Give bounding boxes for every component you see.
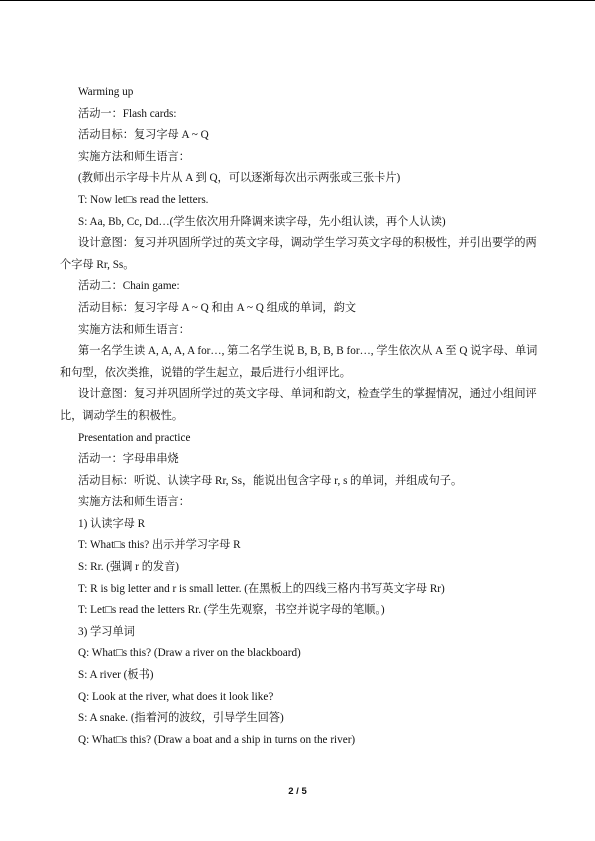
document-body	[60, 82, 544, 751]
dialogue-line: S: A snake. (指着河的波纹，引导学生回答)	[78, 712, 284, 725]
design-intent-paragraph: 设计意图：复习并巩固所学过的英文字母、单词和韵文，检查学生的掌握情况，通过小组间评比，调动学生的积极性。	[60, 388, 537, 422]
dialogue-line: S: A river (板书)	[78, 669, 154, 682]
activity-goal: 活动目标：听说、认读字母 Rr, Ss，能说出包含字母 r, s 的单词，并组成句子。	[78, 474, 463, 487]
list-item: 3) 学习单词	[78, 625, 135, 638]
method-heading: 实施方法和师生语言：	[78, 323, 190, 336]
top-rule	[0, 0, 595, 1]
activity-goal: 活动目标：复习字母 A ~ Q 和由 A ~ Q 组成的单词，韵文	[78, 301, 357, 314]
dialogue-line: S: Rr. (强调 r 的发音)	[78, 561, 179, 574]
activity-goal: 活动目标：复习字母 A ~ Q	[78, 129, 209, 142]
dialogue-line: Q: What□s this? (Draw a boat and a ship in turns on the river)	[78, 733, 356, 746]
section-heading-presentation: Presentation and practice	[78, 431, 191, 444]
activity-title: 活动一：Flash cards:	[78, 107, 177, 120]
dialogue-line: Q: What□s this? (Draw a river on the blackboard)	[78, 647, 301, 660]
dialogue-line: Q: Look at the river, what does it look like?	[78, 690, 274, 703]
method-heading: 实施方法和师生语言：	[78, 496, 190, 509]
dialogue-line: T: Let□s read the letters Rr. (学生先观察，书空并说字母的笔顺。)	[78, 604, 385, 617]
page-number: 2 / 5	[288, 786, 307, 797]
design-intent-paragraph: 设计意图：复习并巩固所学过的英文字母，调动学生学习英文字母的积极性，并引出要学的两个字母 Rr, Ss。	[60, 237, 537, 271]
dialogue-line: S: Aa, Bb, Cc, Dd…(学生依次用升降调来读字母，先小组认读，再个人认读)	[78, 215, 446, 228]
dialogue-line: T: Now let□s read the letters.	[78, 193, 209, 206]
list-item: 1) 认读字母 R	[78, 517, 146, 530]
paragraph: (教师出示字母卡片从 A 到 Q，可以逐渐每次出示两张或三张卡片)	[78, 172, 401, 185]
paragraph: 第一名学生读 A, A, A, A for…, 第二名学生说 B, B, B, B for…, 学生依次从 A 至 Q 说字母、单词和句型，依次类推，说错的学生起立，最后进行小组评比。	[60, 345, 538, 379]
dialogue-line: T: R is big letter and r is small letter. (在黑板上的四线三格内书写英文字母 Rr)	[78, 582, 445, 595]
activity-title: 活动二：Chain game:	[78, 280, 180, 293]
method-heading: 实施方法和师生语言：	[78, 150, 190, 163]
dialogue-line: T: What□s this? 出示并学习字母 R	[78, 539, 241, 552]
section-heading-warming-up: Warming up	[78, 86, 134, 98]
activity-title: 活动一：字母串串烧	[78, 453, 179, 466]
